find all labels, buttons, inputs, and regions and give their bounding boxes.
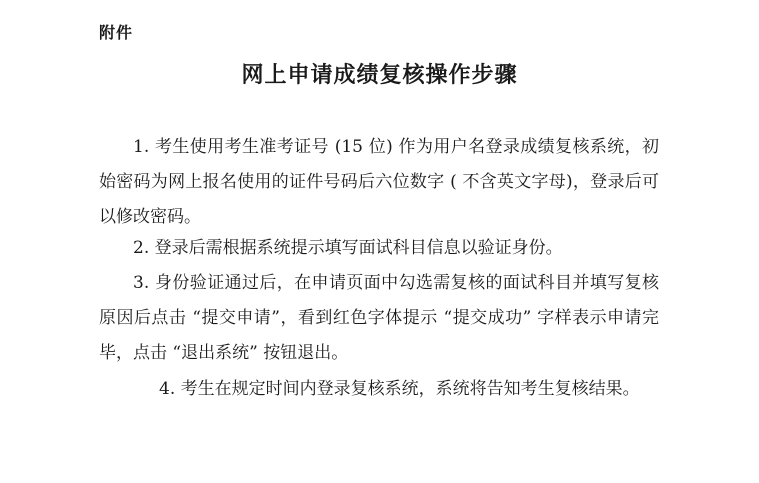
step-paragraph-1: 1. 考生使用考生准考证号 (15 位) 作为用户名登录成绩复核系统，初始密码为网上报名使用的证件号码后六位数字 ( 不含英文字母)，登录后可以修改密码。 <box>99 137 659 227</box>
step-paragraph-3: 3. 身份验证通过后，在申请页面中勾选需复核的面试科目并填写复核原因后点击 “提交申请”，看到红色字体提示 “提交成功” 字样表示申请完毕，点击 “退出系统” 按钮退出。 <box>99 273 659 363</box>
page-title: 网上申请成绩复核操作步骤 <box>241 63 518 88</box>
step-paragraph-4: 4. 考生在规定时间内登录复核系统，系统将告知考生复核结果。 <box>159 379 640 399</box>
attachment-label: 附件 <box>99 23 134 42</box>
step-paragraph-2: 2. 登录后需根据系统提示填写面试科目信息以验证身份。 <box>133 238 563 258</box>
